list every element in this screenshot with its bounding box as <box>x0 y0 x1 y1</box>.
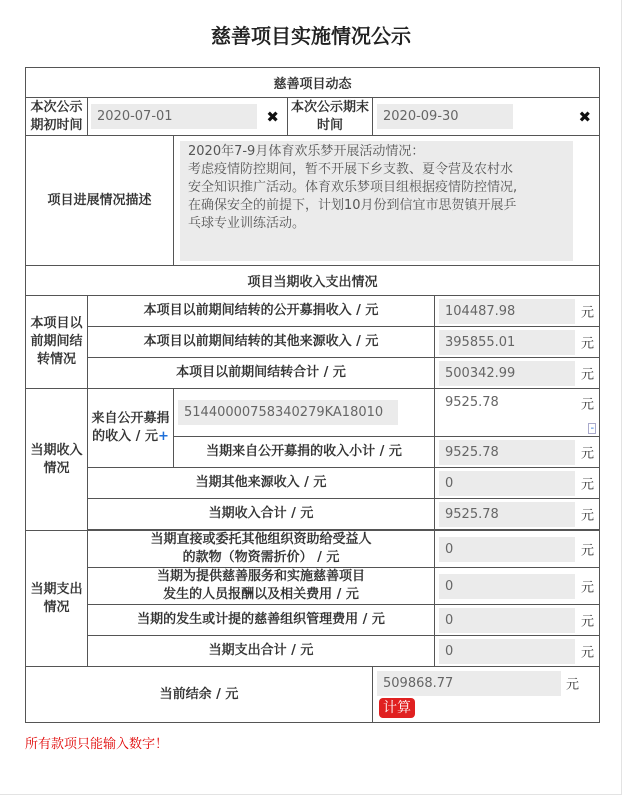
label-line: 的款物（物资需折价） / 元 <box>182 550 340 565</box>
public-income-label: 来自公开募捐的收入 / 元 <box>91 411 170 444</box>
expense-direct-label <box>88 531 435 568</box>
income-total-cell <box>435 499 600 530</box>
carryover-total-label: 本项目以前期间结转合计 / 元 <box>88 358 435 389</box>
unit-label: 元 <box>581 397 595 413</box>
carryover-other-cell <box>435 327 600 358</box>
unit-label: 元 <box>581 614 595 630</box>
progress-desc-label: 项目进展情况描述 <box>26 136 174 266</box>
public-subtotal-input[interactable]: 9525.78 <box>439 440 575 465</box>
carryover-side-label: 本项目以前期间结转情况 <box>26 296 88 389</box>
unit-label: 元 <box>581 645 595 661</box>
unit-label: 元 <box>581 477 595 493</box>
expense-total-cell <box>435 636 600 667</box>
balance-input[interactable]: 509868.77 <box>377 671 561 696</box>
start-time-cell <box>88 98 288 136</box>
expense-direct-cell <box>435 531 600 568</box>
expense-staff-label <box>88 568 435 605</box>
plus-icon[interactable]: + <box>157 429 169 444</box>
calculate-button[interactable]: 计算 <box>379 698 415 718</box>
expense-total-label: 当期支出合计 / 元 <box>88 636 435 667</box>
expense-admin-input[interactable]: 0 <box>439 608 575 633</box>
other-income-cell <box>435 468 600 499</box>
unit-label: 元 <box>581 367 595 383</box>
section-header-dynamics: 慈善项目动态 <box>26 68 600 98</box>
page-title: 慈善项目实施情况公示 <box>211 24 411 48</box>
carryover-total-input[interactable]: 500342.99 <box>439 361 575 386</box>
label-line: 当期直接或委托其他组织资助给受益人 <box>150 532 372 547</box>
income-side-label: 当期收入情况 <box>26 389 88 531</box>
carryover-public-input[interactable]: 104487.98 <box>439 299 575 324</box>
record-value-cell <box>435 389 600 437</box>
numeric-only-note: 所有款项只能输入数字！ <box>25 737 169 752</box>
desc-line: 2020年7-9月体育欢乐梦开展活动情况： <box>188 143 425 159</box>
expense-staff-cell <box>435 568 600 605</box>
end-time-label: 本次公示期末时间 <box>288 98 373 136</box>
unit-label: 元 <box>581 336 595 352</box>
desc-line: 考虑疫情防控期间，暂不开展下乡支教、夏令营及农村水 <box>188 161 514 177</box>
balance-cell <box>373 667 600 723</box>
unit-label: 元 <box>581 543 595 559</box>
carryover-public-label: 本项目以前期间结转的公开募捐收入 / 元 <box>88 296 435 327</box>
unit-label: 元 <box>581 446 595 462</box>
unit-label: 元 <box>581 305 595 321</box>
other-income-label: 当期其他来源收入 / 元 <box>88 468 435 499</box>
disclosure-table <box>25 67 600 723</box>
progress-desc-cell <box>174 136 600 266</box>
public-income-label-cell <box>88 389 174 468</box>
close-icon[interactable]: ✖ <box>266 107 279 126</box>
minus-icon[interactable]: - <box>590 423 595 434</box>
unit-label: 元 <box>581 580 595 596</box>
public-subtotal-cell <box>435 437 600 468</box>
label-line: 当期为提供慈善服务和实施慈善项目 <box>156 569 365 584</box>
income-total-label: 当期收入合计 / 元 <box>88 499 435 530</box>
record-code-cell <box>174 389 435 437</box>
record-value-input[interactable]: 9525.78 <box>445 395 499 410</box>
expense-direct-input[interactable]: 0 <box>439 537 575 562</box>
carryover-other-input[interactable]: 395855.01 <box>439 330 575 355</box>
progress-desc-textarea[interactable] <box>180 141 573 261</box>
desc-line: 安全知识推广活动。体育欢乐梦项目组根据疫情防控情况, <box>188 179 518 195</box>
start-time-input[interactable]: 2020-07-01 <box>91 104 257 129</box>
expense-side-label: 当期支出情况 <box>26 531 88 667</box>
label-line: 发生的人员报酬以及相关费用 / 元 <box>163 587 359 602</box>
expense-staff-input[interactable]: 0 <box>439 574 575 599</box>
other-income-input[interactable]: 0 <box>439 471 575 496</box>
desc-line: 在确保安全的前提下，计划10月份到信宜市思贺镇开展乒 <box>188 197 517 213</box>
income-total-input[interactable]: 9525.78 <box>439 502 575 527</box>
desc-line: 乓球专业训练活动。 <box>188 215 306 231</box>
expense-admin-cell <box>435 605 600 636</box>
end-time-cell <box>373 98 600 136</box>
expense-total-input[interactable]: 0 <box>439 639 575 664</box>
record-code-input[interactable]: 51440000758340279KA18010 <box>178 400 398 425</box>
carryover-other-label: 本项目以前期间结转的其他来源收入 / 元 <box>88 327 435 358</box>
section-header-finance: 项目当期收入支出情况 <box>26 266 600 296</box>
expense-admin-label: 当期的发生或计提的慈善组织管理费用 / 元 <box>88 605 435 636</box>
carryover-total-cell <box>435 358 600 389</box>
end-time-input[interactable]: 2020-09-30 <box>377 104 513 129</box>
close-icon[interactable]: ✖ <box>578 107 592 126</box>
balance-label: 当前结余 / 元 <box>26 667 373 723</box>
unit-label: 元 <box>581 508 595 524</box>
unit-label: 元 <box>566 677 580 693</box>
carryover-public-cell <box>435 296 600 327</box>
start-time-label: 本次公示期初时间 <box>26 98 88 136</box>
public-subtotal-label: 当期来自公开募捐的收入小计 / 元 <box>174 437 435 468</box>
